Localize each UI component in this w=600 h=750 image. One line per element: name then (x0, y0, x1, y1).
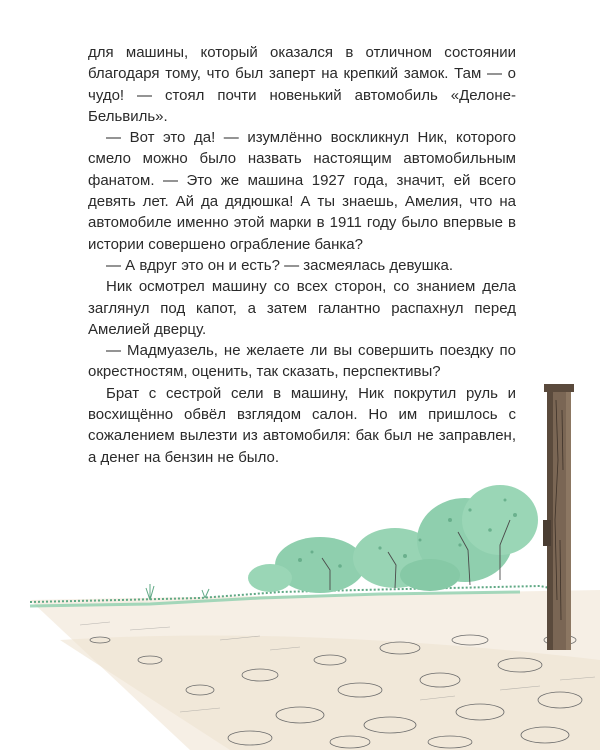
paragraph-1: для машины, который оказался в отличном состоянии благодаря тому, что был заперт на крепкий замок. Там — о чудо! — стоял почти новенький автомобиль «Делоне-Бельвиль». (88, 44, 516, 125)
paragraph-6: Брат с сестрой сели в машину, Ник покрутил руль и восхищённо обвёл взглядом салон. Но им пришлось с сожалением вылезти из автомобиля: бак был не заправлен, а денег на бензин не было. (88, 384, 516, 466)
bush-group (248, 485, 538, 593)
paragraph-3: — А вдруг это он и есть? — засмеялась девушка. (106, 256, 454, 274)
bush-6 (400, 559, 460, 591)
paragraph-2: — Вот это да! — изумлённо воскликнул Ник, которого смело можно было назвать настоящим автомобильным фанатом. — Это же машина 1927 года, значит, ей всего девять лет. Ай да дядюшка! А ты знаешь, Амелия, что на автомобиле именно этой марки в 1911 году было впервые в истории совершено ограбление банка? (88, 129, 516, 253)
paragraph-5: — Мадмуазель, не желаете ли вы совершить поездку по окрестностям, оценить, так сказать, перспективы? (88, 342, 516, 381)
bush-5 (248, 564, 292, 592)
wooden-post (543, 384, 574, 650)
paragraph-4: Ник осмотрел машину со всех сторон, со знанием дела заглянул под капот, а затем галантно распахнул перед Амелией дверцу. (88, 278, 516, 338)
